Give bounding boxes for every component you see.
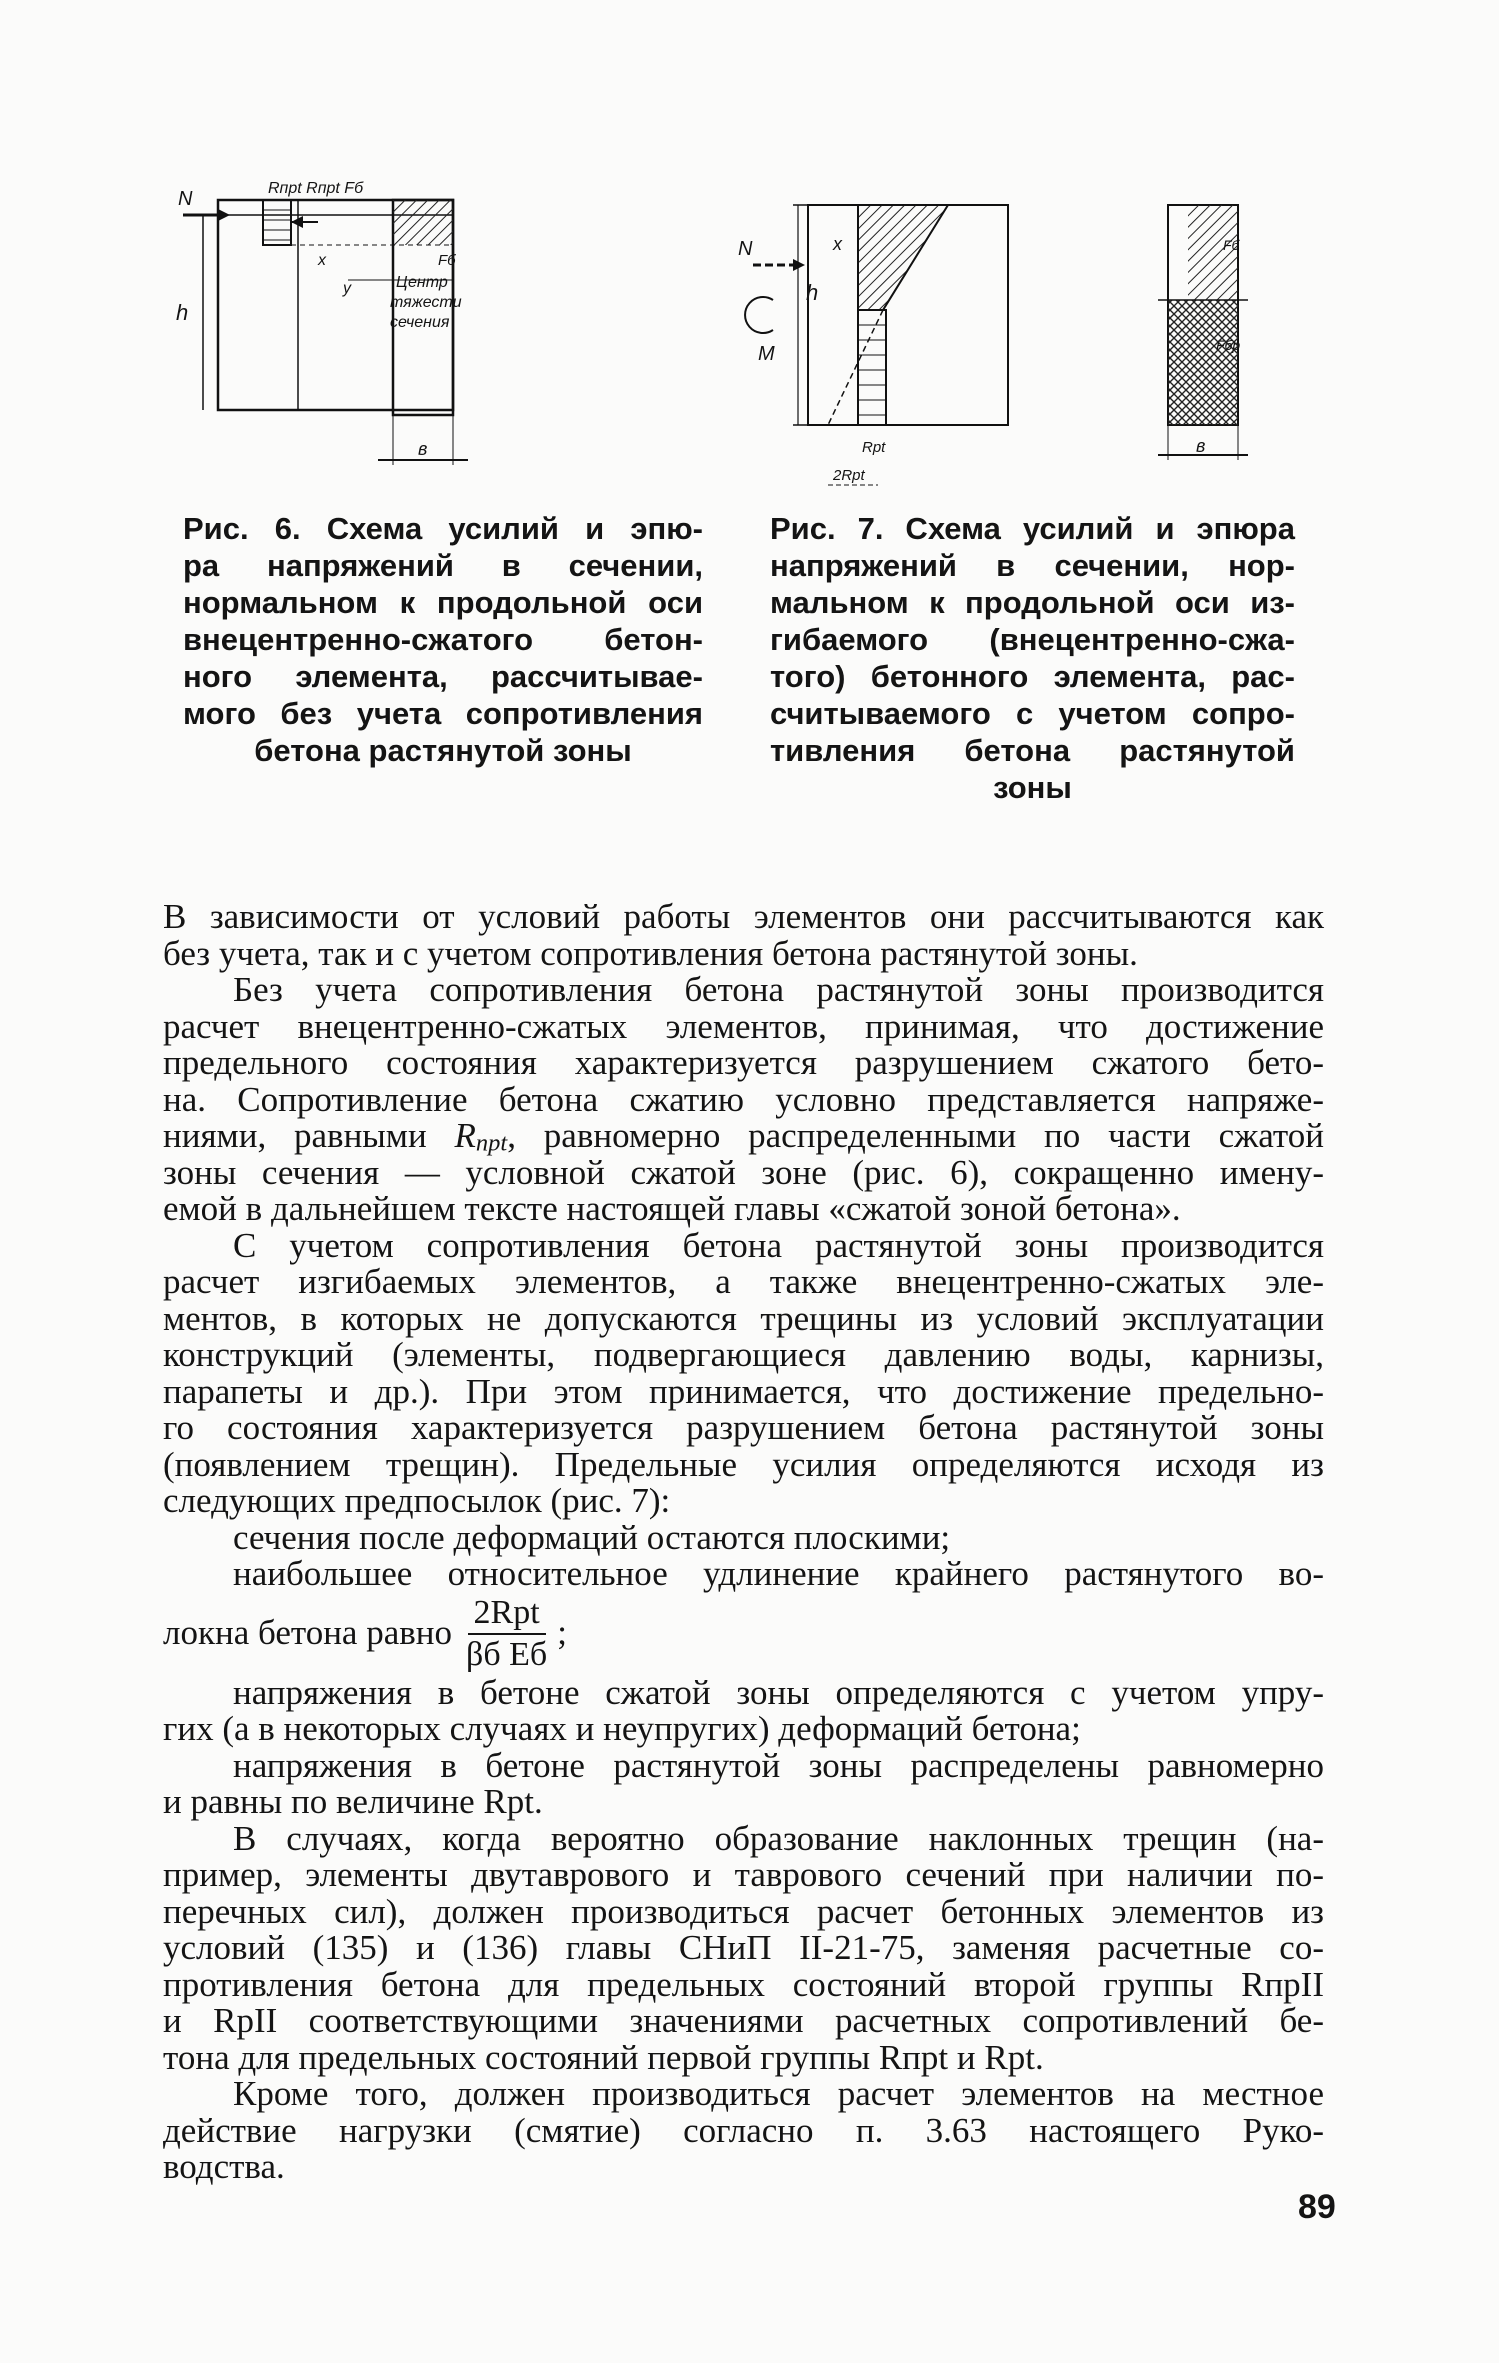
h-label-7: h [806,280,819,305]
caption-line: зоны [993,770,1072,805]
rpt-label: Rpt [862,439,886,456]
caption-line: мого без учета сопротивления [183,696,703,731]
fraction [466,1595,547,1673]
center-label-2: тяжести [390,294,462,311]
compressed-zone-hatch [393,200,453,245]
m-label: M [758,343,775,365]
text-line: Кроме того, должен производиться расчет элементов на местное [233,2074,1324,2113]
caption-line: внецентренно-сжатого бетон- [183,622,703,657]
stress-block [263,200,291,245]
text-line: противления бетона для предельных состояний второй группы RпрII [163,1964,1324,2004]
text-line: парапеты и др.). При этом принимается, что достижение предельно- [163,1371,1324,1411]
caption-line: нормальном к продольной оси [183,585,703,620]
center-label-1: Центр [396,274,448,291]
text-line: без учета, так и с учетом сопротивления бетона растянутой зоны. [163,933,1138,973]
text-fragment: ниями, равными [163,1116,455,1155]
text-line: расчет изгибаемых элементов, а также внецентренно-сжатых эле- [163,1262,1324,1301]
figure-6-diagram [168,165,708,465]
text-line: С учетом сопротивления бетона растянутой зоны производится [233,1225,1324,1265]
text-line: пример, элементы двутаврового и таврового сечений при наличии по- [163,1855,1324,1894]
text-line: действие нагрузки (смятие) согласно п. 3.63 настоящего Руко- [163,2110,1324,2150]
text-line: емой в дальнейшем тексте настоящей главы «сжатой зоной бетона». [163,1189,1181,1228]
text-line: (появлением трещин). Предельные усилия определяются исходя из [163,1444,1324,1484]
tension-block [858,310,886,425]
text-line-with-symbol [163,1118,1324,1155]
formula-line [163,1593,1324,1675]
symbol-subscript: прt [475,1129,508,1157]
caption-line: тивления бетона растянутой [770,733,1295,768]
top-labels: Rпрt Rпрt Fб [268,180,364,197]
text-line: на. Сопротивление бетона сжатию условно представляется напряже- [163,1079,1324,1119]
caption-line: мальном к продольной оси из- [770,585,1295,620]
fraction-numerator: 2Rpt [468,1595,546,1635]
text-line: В зависимости от условий работы элементов они рассчитываются как [163,897,1324,936]
figure-6-svg [168,165,708,465]
caption-line: того) бетонного элемента, рас- [770,659,1295,694]
text-line: В случаях, когда вероятно образование наклонных трещин (на- [233,1818,1324,1858]
figure-6-caption [183,510,703,769]
figure-7-diagram [738,190,1298,490]
compression-triangle [858,205,948,310]
caption-line: ного элемента, рассчитывае- [183,659,703,694]
text-line: и RpII соответствующими значениями расчетных сопротивлений бе- [163,2001,1324,2040]
caption-line: ра напряжений в сечении, [183,548,703,583]
figure-7-svg [738,190,1298,490]
text-line: напряжения в бетоне растянутой зоны распределены равномерно [233,1745,1324,1785]
text-line: напряжения в бетоне сжатой зоны определяются с учетом упру- [233,1672,1324,1712]
text-line: Без учета сопротивления бетона растянутой зоны производится [233,970,1324,1009]
fraction-denominator: βб Eб [466,1635,548,1673]
text-line: зоны сечения — условной сжатой зоне (рис. 6), сокращенно имену- [163,1152,1324,1192]
two-rpt-label: 2Rpt [833,467,865,484]
x-label: x [318,252,326,269]
page-number: 89 [1298,2188,1336,2226]
caption-line: Рис. 7. Схема усилий и эпюра [770,511,1295,546]
text-line: предельного состояния характеризуется разрушением сжатого бето- [163,1043,1324,1082]
text-line: гих (а в некоторых случаях и неупругих) деформаций бетона; [163,1709,1081,1748]
caption-line: гибаемого (внецентренно-сжа- [770,622,1295,657]
body-text [163,899,1324,2186]
text-line: и равны по величине Rpt. [163,1782,543,1821]
text-fragment: , равномерно распределенными по части сжатой [507,1116,1325,1155]
text-line: го состояния характеризуется разрушением бетона растянутой зоны [163,1408,1324,1447]
y-label: y [343,280,351,297]
text-line: конструкций (элементы, подвергающиеся давлению воды, карнизы, [163,1335,1324,1374]
symbol-r: R [454,1116,476,1155]
fbp-label: Fбр [1216,337,1241,353]
text-line: условий (135) и (136) главы СНиП II-21-75, заменяя расчетные со- [163,1928,1324,1967]
formula-suffix: ; [557,1613,567,1653]
text-line: сечения после деформаций остаются плоскими; [233,1517,951,1557]
b-label: в [418,439,428,459]
n-label: N [178,188,193,210]
h-label: h [176,300,189,325]
text-line: наибольшее относительное удлинение крайнего растянутого во- [233,1554,1324,1593]
caption-line: Рис. 6. Схема усилий и эпю- [183,511,703,546]
text-line: тона для предельных состояний первой группы Rпрt и Rpt. [163,2037,1044,2077]
caption-line: бетона растянутой зоны [254,733,632,768]
caption-line: напряжений в сечении, нор- [770,548,1295,583]
text-line: следующих предпосылок (рис. 7): [163,1481,671,1520]
text-line: водства. [163,2147,285,2186]
x-label-7: x [833,234,842,254]
formula-prefix: локна бетона равно [163,1613,453,1653]
fb-label: Fб [438,252,456,269]
b-label-7: в [1196,436,1206,456]
center-label-3: сечения [390,314,450,331]
figure-7-caption [770,510,1295,806]
caption-line: считываемого с учетом сопро- [770,696,1295,731]
text-line: перечных сил), должен производиться расчет бетонных элементов из [163,1891,1324,1931]
fb-label-7: Fб [1223,237,1240,253]
n-label-7: N [738,238,753,260]
text-line: ментов, в которых не допускаются трещины из условий эксплуатации [163,1298,1324,1338]
text-line: расчет внецентренно-сжатых элементов, принимая, что достижение [163,1006,1324,1046]
